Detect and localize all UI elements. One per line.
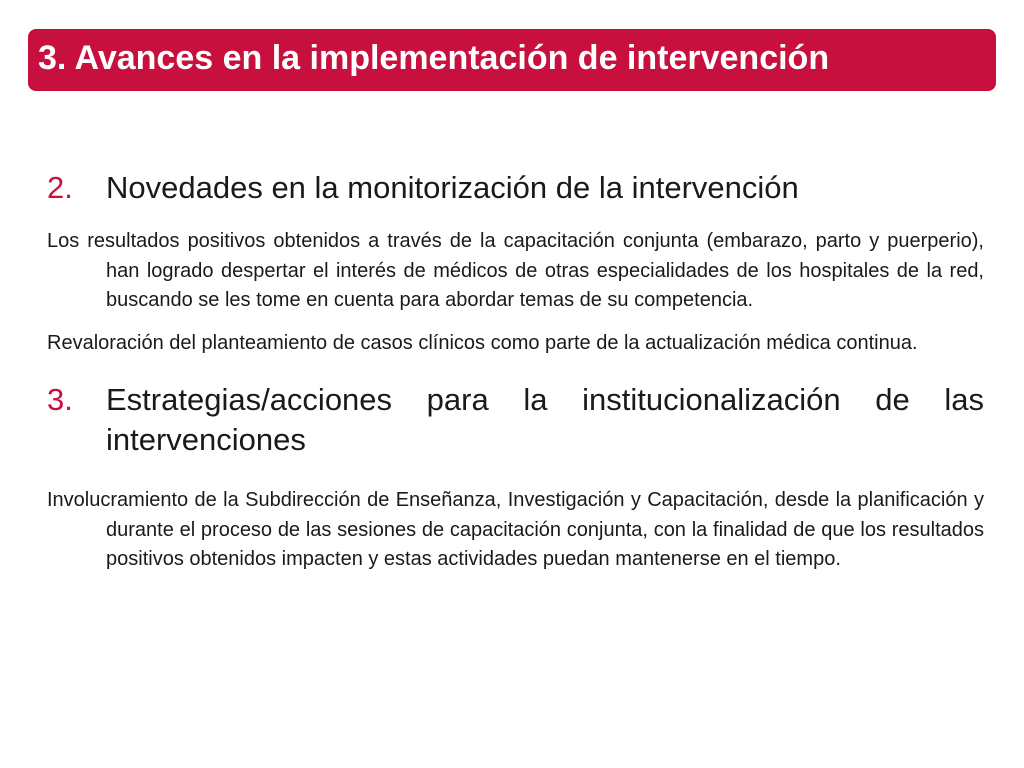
section-number-2: 2. bbox=[47, 170, 73, 205]
section-heading-2 bbox=[47, 168, 984, 208]
section-heading-text-3-line1: Estrategias/acciones para la institucionalización de las bbox=[106, 382, 984, 417]
section-heading-3 bbox=[47, 380, 984, 460]
title-banner bbox=[28, 29, 996, 91]
paragraph-revaloracion: Revaloración del planteamiento de casos clínicos como parte de la actualización médica continua. bbox=[47, 331, 918, 354]
slide-content bbox=[47, 164, 984, 575]
section-heading-text-3-line2: intervenciones bbox=[106, 422, 306, 457]
section-heading-text-2: Novedades en la monitorización de la intervención bbox=[106, 170, 799, 205]
paragraph-involucramiento: Involucramiento de la Subdirección de Enseñanza, Investigación y Capacitación, desde la planificación y durante el proceso de las sesiones de capacitación conjunta, con la finalidad de que los resultados positivos obtenidos impacten y estas actividades puedan mantenerse en el tiempo. bbox=[47, 489, 984, 570]
slide-title: 3. Avances en la implementación de intervención bbox=[38, 39, 830, 77]
paragraph-capacitacion: Los resultados positivos obtenidos a través de la capacitación conjunta (embarazo, parto y puerperio), han logrado despertar el interés de médicos de otras especialidades de los hospitales de la red, buscando se les tome en cuenta para abordar temas de su competencia. bbox=[47, 230, 984, 311]
section-number-3: 3. bbox=[47, 382, 73, 417]
